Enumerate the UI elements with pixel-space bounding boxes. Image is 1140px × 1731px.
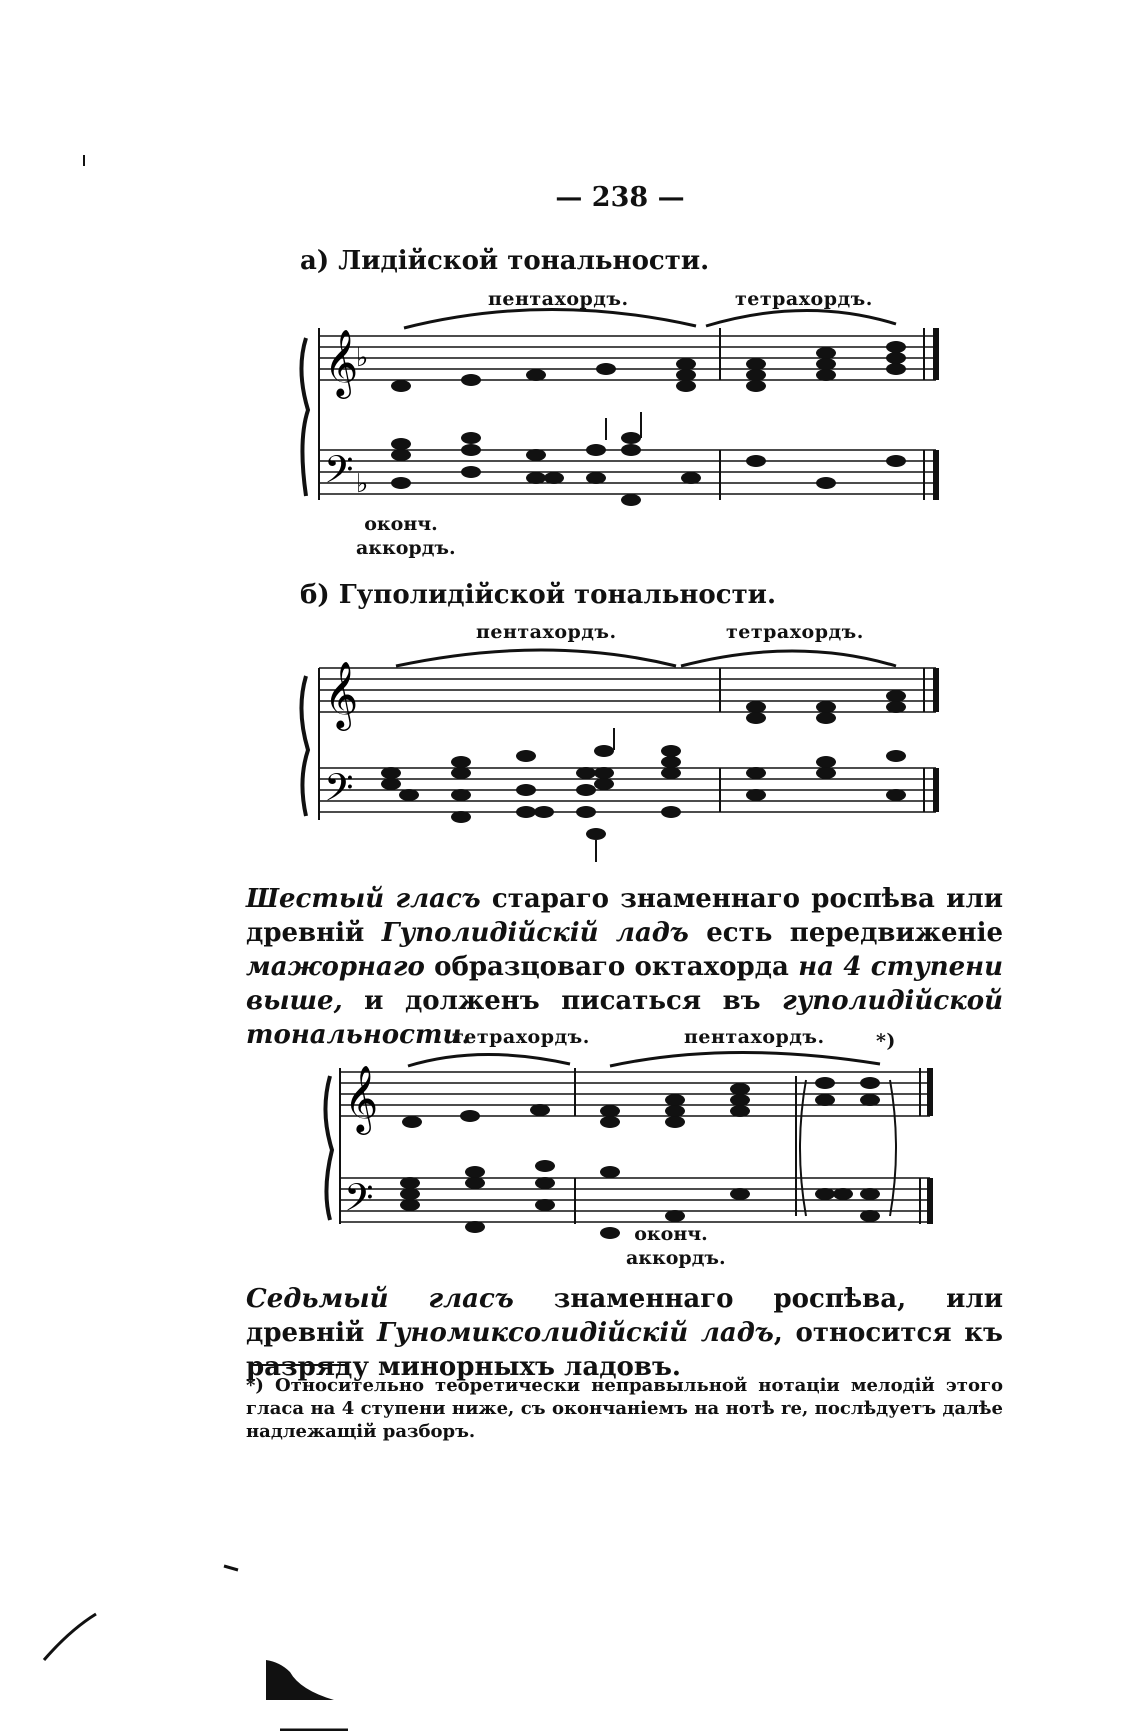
caption-line: оконч. xyxy=(634,1223,708,1245)
text-run: стараго знаменнаго роспѣва или древній xyxy=(246,884,1003,948)
flat-sign-icon: ♭ xyxy=(356,343,369,373)
text-run: на 4 ступени выше, xyxy=(246,952,1004,1016)
text-run: и долженъ писаться въ xyxy=(342,986,783,1016)
text-run: Гуномиксолидійскій ладъ xyxy=(377,1318,774,1348)
flat-sign-icon: ♭ xyxy=(356,469,369,499)
footnote: *) Относительно теоретически неправыльной нотаціи мелодій этого гласа на 4 ступени ниже, съ окончаніемъ на нотѣ re, послѣдуетъ далѣе надлежащій разборъ. xyxy=(246,1375,1003,1442)
section-a-label-pentachord: пентахордъ. xyxy=(488,288,629,310)
text-run: гуполидійской тональности. xyxy=(246,986,1003,1050)
text-run: мажорнаго xyxy=(246,952,425,982)
text-run: знаменнаго роспѣва, или древній xyxy=(246,1284,1003,1348)
treble-clef-icon: 𝄞 xyxy=(324,660,359,728)
section-b-heading: б) Гупoлидійской тональности. xyxy=(300,580,777,610)
bass-clef-icon: 𝄢 xyxy=(344,1175,374,1229)
caption-line: аккордъ. xyxy=(356,537,456,559)
text-run: Седьмый гласъ xyxy=(246,1284,514,1314)
section-b-label-tetrachord: тетрахордъ. xyxy=(726,621,864,643)
footnote-marker: *) xyxy=(876,1030,896,1052)
text-run: есть передвиженіе xyxy=(688,918,1004,948)
section-a-label-tetrachord: тетрахордъ. xyxy=(735,288,873,310)
section-c-label-pentachord: пентахордъ. xyxy=(684,1026,825,1048)
section-b-label-pentachord: пентахордъ. xyxy=(476,621,617,643)
treble-clef-icon: 𝄞 xyxy=(344,1064,379,1132)
text-run: Гуполидійскій ладъ xyxy=(381,918,689,948)
caption-line: оконч. xyxy=(364,513,438,535)
section-a-heading: а) Лидійской тональности. xyxy=(300,246,710,276)
caption-line: аккордъ. xyxy=(626,1247,726,1269)
text-run: , относится къ разряду минорныхъ ладовъ. xyxy=(246,1318,1003,1382)
bass-clef-icon: 𝄢 xyxy=(324,765,354,819)
bass-clef-icon: 𝄢 xyxy=(324,447,354,501)
text-run: Шестый гласъ xyxy=(246,884,481,914)
page-number: — 238 — xyxy=(555,182,685,213)
treble-clef-icon: 𝄞 xyxy=(324,328,359,396)
section-c-label-tetrachord: тетрахордъ. xyxy=(452,1026,590,1048)
text-run: образцоваго октахорда xyxy=(424,952,799,982)
